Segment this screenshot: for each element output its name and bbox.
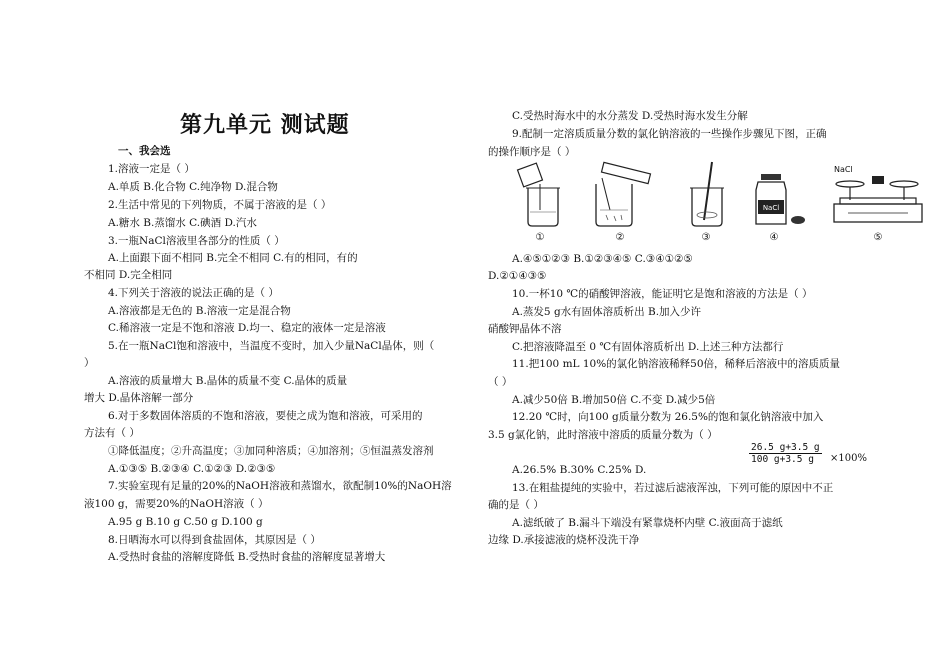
fraction-denominator: 100 g+3.5 g (751, 454, 814, 465)
fraction-formula (749, 442, 822, 465)
option-line: A.①③⑤ B.②③④ C.①②③ D.②③⑤ (108, 463, 276, 475)
option-line: A.减少50倍 B.增加50倍 C.不变 D.减少5倍 (512, 394, 716, 406)
question-line: 3.一瓶NaCl溶液里各部分的性质（ ） (108, 235, 285, 247)
question-line: 8.日晒海水可以得到食盐固体，其原因是（ ） (108, 534, 321, 546)
option-line: C.把溶液降温至 0 ℃有固体溶质析出 D.上述三种方法都行 (512, 341, 784, 353)
option-line: C.受热时海水中的水分蒸发 D.受热时海水发生分解 (512, 110, 748, 122)
nacl-balance-label: NaCl (834, 165, 853, 174)
figure-label: ② (615, 232, 625, 243)
figure-cylinder-pour (588, 160, 668, 230)
page-title: 第九单元 测试题 (180, 113, 350, 138)
option-line: 边缘 D.承接滤液的烧杯没洗干净 (488, 534, 640, 546)
option-line: A.蒸发5 g水有固体溶质析出 B.加入少许 (512, 306, 702, 318)
figure-label: ⑤ (873, 232, 883, 243)
question-line: 13.在粗盐提纯的实验中，若过滤后滤液浑浊，下列可能的原因中不正 (512, 482, 834, 494)
question-line: 9.配制一定溶质质量分数的氯化钠溶液的一些操作步骤见下图，正确 (512, 128, 827, 140)
question-line: 7.实验室现有足量的20%的NaOH溶液和蒸馏水，欲配制10%的NaOH溶 (108, 480, 452, 492)
question-line: 确的是（ ） (488, 499, 544, 511)
option-line: C.稀溶液一定是不饱和溶液 D.均一、稳定的液体一定是溶液 (108, 322, 386, 334)
option-line: A.④⑤①②③ B.①②③④⑤ C.③④①②⑤ (512, 253, 693, 265)
option-line: A.26.5% B.30% C.25% D. (512, 464, 647, 476)
question-line: 12.20 ℃时，向100 g质量分数为 26.5%的饱和氯化钠溶液中加入 (512, 411, 824, 423)
procedure-figures (510, 160, 930, 245)
question-line: 的操作顺序是（ ） (488, 146, 576, 158)
option-line: A.溶液都是无色的 B.溶液一定是混合物 (108, 305, 291, 317)
question-line: 液100 g，需要20%的NaOH溶液（ ） (84, 498, 269, 510)
question-line: 6.对于多数固体溶质的不饱和溶液，要使之成为饱和溶液，可采用的 (108, 410, 423, 422)
section-heading: 一、我会选 (118, 145, 171, 157)
figure-stirring (682, 160, 732, 230)
option-line: A.单质 B.化合物 C.纯净物 D.混合物 (108, 181, 278, 193)
fraction-numerator: 26.5 g+3.5 g (751, 442, 820, 453)
figure-balance (828, 160, 928, 230)
option-line: A.上面跟下面不相同 B.完全不相同 C.有的相同，有的 (108, 252, 358, 264)
option-line: A.溶液的质量增大 B.晶体的质量不变 C.晶体的质量 (108, 375, 348, 387)
option-line: 不相同 D.完全相同 (84, 269, 173, 281)
figure-nacl-bottle (748, 160, 808, 230)
option-line: D.②①④③⑤ (488, 270, 547, 282)
option-line: A.糖水 B.蒸馏水 C.碘酒 D.汽水 (108, 217, 257, 229)
question-line: 3.5 g氯化钠，此时溶液中溶质的质量分数为（ ） (488, 429, 718, 441)
figure-label: ④ (769, 232, 779, 243)
option-line: 硝酸钾晶体不溶 (488, 323, 562, 335)
question-line: （ ） (488, 376, 513, 388)
question-line: 10.一杯10 ℃的硝酸钾溶液，能证明它是饱和溶液的方法是（ ） (512, 288, 813, 300)
option-line: 增大 D.晶体溶解一部分 (84, 392, 194, 404)
question-line: 1.溶液一定是（ ） (108, 163, 195, 175)
question-line: 5.在一瓶NaCl饱和溶液中，当温度不变时，加入少量NaCl晶体，则（ (108, 340, 435, 352)
figure-label: ① (535, 232, 545, 243)
option-line: A.受热时食盐的溶解度降低 B.受热时食盐的溶解度显著增大 (108, 551, 386, 563)
question-line: 2.生活中常见的下列物质，不属于溶液的是（ ） (108, 199, 332, 211)
fraction-multiplier: ×100% (830, 453, 867, 464)
option-line: A.滤纸破了 B.漏斗下端没有紧靠烧杯内壁 C.液面高于滤纸 (512, 517, 783, 529)
question-line: 11.把100 mL 10%的氯化钠溶液稀释50倍，稀释后溶液中的溶质质量 (512, 358, 841, 370)
question-line: ①降低温度；②升高温度；③加同种溶质；④加溶剂；⑤恒温蒸发溶剂 (108, 445, 434, 457)
figure-label: ③ (701, 232, 711, 243)
question-line: ） (84, 357, 95, 369)
option-line: A.95 g B.10 g C.50 g D.100 g (108, 516, 263, 528)
question-line: 方法有（ ） (84, 427, 140, 439)
nacl-bottle-label: NaCl (762, 204, 780, 212)
figure-pour-beaker (510, 160, 570, 230)
question-line: 4.下列关于溶液的说法正确的是（ ） (108, 287, 279, 299)
